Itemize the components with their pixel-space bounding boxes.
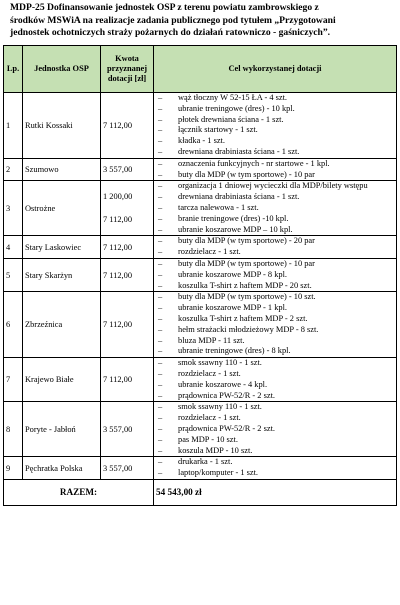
goal-item: – drewniana drabiniasta ściana - 1 szt.	[156, 147, 394, 158]
goal-item: – koszulka T-shirt z haftem MDP - 2 szt.	[156, 314, 394, 325]
row-goal	[154, 402, 397, 457]
amount-value: 3 557,00	[103, 165, 133, 175]
row-lp: 5	[4, 258, 23, 291]
table-header-row	[4, 46, 397, 93]
goal-item: – ubranie treningowe (dres) - 8 kpl.	[156, 346, 394, 357]
row-amount	[101, 236, 154, 259]
goal-item: – ubranie koszarowe MDP - 8 kpl.	[156, 270, 394, 281]
goal-item: – oznaczenia funkcyjnych - nr startowe - 1 kpl.	[156, 159, 394, 170]
row-amount	[101, 93, 154, 159]
table-row	[4, 93, 397, 159]
subsidy-table	[3, 45, 397, 506]
goal-item: – smok ssawny 110 - 1 szt.	[156, 402, 394, 413]
total-value: 54 543,00 zł	[154, 479, 397, 505]
table-row	[4, 158, 397, 181]
goal-list	[156, 457, 394, 479]
goal-item: – bluza MDP - 11 szt.	[156, 336, 394, 347]
goal-item: – ubranie treningowe (dres) - 10 kpl.	[156, 104, 394, 115]
goal-item: – kładka - 1 szt.	[156, 136, 394, 147]
goal-item: – drewniana drabiniasta ściana - 1 szt.	[156, 192, 394, 203]
row-amount	[101, 181, 154, 236]
amount-value: 3 557,00	[103, 463, 133, 473]
goal-list	[156, 236, 394, 258]
heading-line-1: MDP-25 Dofinansowanie jednostek OSP z terenu powiatu zambrowskiego z	[10, 2, 319, 13]
table-body	[4, 93, 397, 480]
goal-item: – buty dla MDP (w tym sportowe) - 10 szt.	[156, 292, 394, 303]
row-goal	[154, 258, 397, 291]
goal-item: – tarcza nalewowa - 1 szt.	[156, 203, 394, 214]
row-lp: 8	[4, 402, 23, 457]
row-unit: Zbrzeźnica	[23, 292, 101, 358]
goal-item: – laptop/komputer - 1 szt.	[156, 468, 394, 479]
goal-item: – koszula MDP - 10 szt.	[156, 446, 394, 457]
row-amount	[101, 258, 154, 291]
goal-item: – buty dla MDP (w tym sportowe) - 20 par	[156, 236, 394, 247]
row-lp: 4	[4, 236, 23, 259]
goal-item: – buty dla MDP (w tym sportowe) - 10 par	[156, 170, 394, 181]
header-goal: Cel wykorzystanej dotacji	[154, 46, 397, 93]
goal-item: – smok ssawny 110 - 1 szt.	[156, 358, 394, 369]
goal-list	[156, 159, 394, 181]
row-goal	[154, 93, 397, 159]
row-lp: 2	[4, 158, 23, 181]
row-unit: Rutki Kossaki	[23, 93, 101, 159]
goal-item: – ubranie koszarowe MDP - 1 kpl.	[156, 303, 394, 314]
table-row	[4, 258, 397, 291]
amount-value: 7 112,00	[103, 320, 133, 330]
goal-item: – hełm strażacki młodzieżowy MDP - 8 szt.	[156, 325, 394, 336]
row-unit: Poryte - Jabłoń	[23, 402, 101, 457]
row-goal	[154, 181, 397, 236]
row-amount	[101, 292, 154, 358]
goal-list	[156, 358, 394, 401]
heading-line-3: jednostek ochotniczych straży pożarnych do działań ratowniczo - gaśniczych”.	[10, 27, 331, 38]
row-lp: 9	[4, 457, 23, 480]
goal-item: – pas MDP - 10 szt.	[156, 435, 394, 446]
amount-value: 3 557,00	[103, 424, 133, 434]
amount-value: 7 112,00	[103, 215, 133, 225]
goal-list	[156, 181, 394, 235]
row-unit: Szumowo	[23, 158, 101, 181]
row-unit: Stary Skarżyn	[23, 258, 101, 291]
goal-list	[156, 292, 394, 357]
row-lp: 3	[4, 181, 23, 236]
row-unit: Ostrożne	[23, 181, 101, 236]
header-unit: Jednostka OSP	[23, 46, 101, 93]
table-row	[4, 292, 397, 358]
goal-item: – koszulka T-shirt z haftem MDP - 20 szt.	[156, 281, 394, 292]
row-unit: Krajewo Białe	[23, 358, 101, 402]
amount-value: 7 112,00	[103, 242, 133, 252]
table-row	[4, 457, 397, 480]
goal-list	[156, 402, 394, 456]
total-row	[4, 479, 397, 505]
row-lp: 6	[4, 292, 23, 358]
row-amount	[101, 402, 154, 457]
document-heading	[10, 2, 394, 40]
table-row	[4, 402, 397, 457]
row-goal	[154, 158, 397, 181]
goal-item: – ubranie koszarowe - 4 kpl.	[156, 380, 394, 391]
row-lp: 1	[4, 93, 23, 159]
row-goal	[154, 457, 397, 480]
goal-item: – organizacja 1 dniowej wycieczki dla MDP/bilety wstępu	[156, 181, 394, 192]
goal-item: – wąż tłoczny W 52-15 ŁA - 4 szt.	[156, 93, 394, 104]
amount-value: 1 200,00	[103, 192, 133, 202]
amount-value: 7 112,00	[103, 120, 133, 130]
row-unit: Pęchratka Polska	[23, 457, 101, 480]
goal-item: – buty dla MDP (w tym sportowe) - 10 par	[156, 259, 394, 270]
row-lp: 7	[4, 358, 23, 402]
row-amount	[101, 457, 154, 480]
goal-item: – rozdzielacz - 1 szt.	[156, 369, 394, 380]
heading-line-2: środków MSWiA na realizacje zadania publicznego pod tytułem „Przygotowani	[10, 14, 336, 26]
row-unit: Stary Laskowiec	[23, 236, 101, 259]
header-lp: Lp.	[4, 46, 23, 93]
total-label: RAZEM:	[4, 479, 154, 505]
amount-value: 7 112,00	[103, 375, 133, 385]
goal-item: – rozdzielacz - 1 szt.	[156, 247, 394, 258]
goal-list	[156, 93, 394, 158]
goal-item: – prądownica PW-52/R - 2 szt.	[156, 391, 394, 402]
goal-item: – rozdzielacz - 1 szt.	[156, 413, 394, 424]
table-row	[4, 358, 397, 402]
goal-item: – płotek drewniana ściana - 1 szt.	[156, 115, 394, 126]
row-goal	[154, 358, 397, 402]
row-amount	[101, 358, 154, 402]
goal-item: – łącznik startowy - 1 szt.	[156, 125, 394, 136]
row-amount	[101, 158, 154, 181]
table-row	[4, 236, 397, 259]
row-goal	[154, 236, 397, 259]
goal-item: – ubranie koszarowe MDP – 10 kpl.	[156, 225, 394, 236]
row-goal	[154, 292, 397, 358]
goal-item: – prądownica PW-52/R - 2 szt.	[156, 424, 394, 435]
header-amount: Kwota przyznanej dotacji [zł]	[101, 46, 154, 93]
table-row	[4, 181, 397, 236]
goal-item: – branie treningowe (dres) -10 kpl.	[156, 214, 394, 225]
goal-item: – drukarka - 1 szt.	[156, 457, 394, 468]
goal-list	[156, 259, 394, 291]
amount-value: 7 112,00	[103, 270, 133, 280]
